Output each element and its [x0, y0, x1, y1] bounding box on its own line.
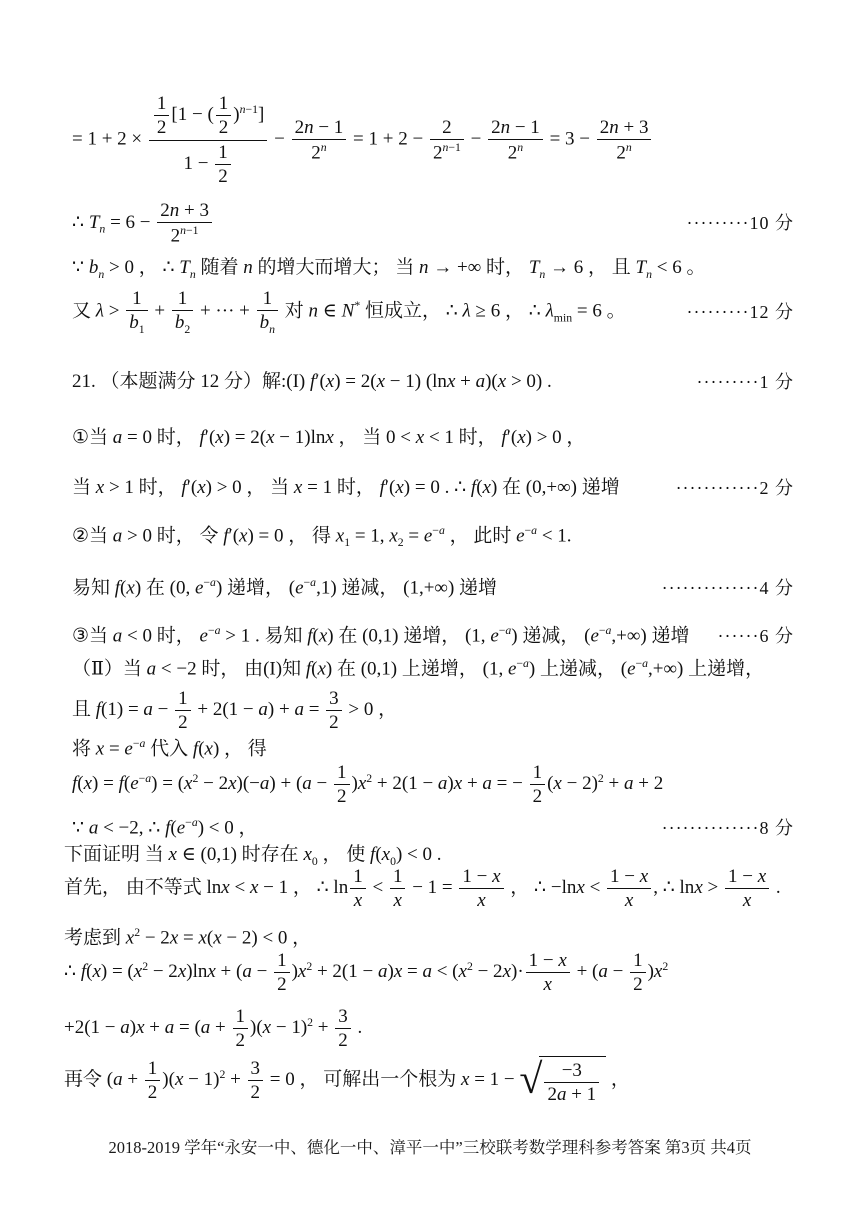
math-line-18 — [64, 926, 794, 950]
expression: 首先， 由不等式 lnx < x − 1 ， ∴ ln $\frac{1}{x}$ < $\frac{1}{x}$ − 1 = $\frac{1 - x}{x}$ ， ∴ −lnx < $\frac{1 - x}{x}$ , ∴ lnx > $\frac{1 - x}{x}$ . — [64, 866, 781, 912]
expression: 再令 (a + $\frac{1}{2}$ )$(x - 1)^2$ + $\frac{3}{2}$ = 0 ， 可解出一个根为 x = 1 − √ $\frac{-3}{2a + 1}$ ， — [64, 1056, 630, 1106]
expression: = 1 + 2 × $\frac{1}{2}$ [1 − ( $\frac{1}{2}$ )$^{n-1}$] 1 − $\frac{1}{2}$ − $\frac{2n - 1}{2^n}$ = 1 + 2 − $\frac{2}{2^{n-1}}$ − $\frac{2n - 1}{2^n}$ = 3 − $\frac{2n + 3}{2^n}$ — [72, 93, 653, 187]
expression: 考虑到 $x^2 - 2x = x(x - 2) < 0$ ， — [64, 926, 312, 949]
score-mark: ······6 分 — [717, 625, 794, 646]
expression: 将 $x = e^{-a}$ 代入 f(x) ， 得 — [72, 737, 267, 760]
score-mark: ·········1 分 — [696, 371, 794, 392]
score-mark: ··············4 分 — [661, 577, 794, 598]
expression: ∴ $T_n = 6$ − $\frac{2n + 3}{2^{n-1}}$ — [72, 200, 214, 247]
page-footer: 2018-2019 学年“永安一中、德化一中、漳平一中”三校联考数学理科参考答案 第3页 共4页 — [108, 1138, 752, 1157]
expression: 且 f(1) = a − $\frac{1}{2}$ + 2(1 − a) + a = $\frac{3}{2}$ > 0 ， — [72, 688, 398, 734]
expression: $f(x) = f(e^{-a}) = (x^2 - 2x)(-a) + (a$ − $\frac{1}{2}$ )$x^2 + 2(1 - a)x + a$ = − $\frac{1}{2}$ $(x - 2)^2 + a + 2$ — [72, 762, 664, 808]
expression: 又 λ > $\frac{1}{b_1}$ + $\frac{1}{b_2}$ + ··· + $\frac{1}{b_n}$ 对 n ∈ N* 恒成立， ∴ λ ≥ 6 ， ∴ $\lambda_{min} = 6$ 。 — [72, 288, 626, 337]
score-mark: ············2 分 — [675, 477, 794, 498]
math-line-21 — [64, 1056, 794, 1106]
score-mark: ··············8 分 — [661, 817, 794, 838]
expression: ∴ $f(x) = (x^2 - 2x)\ln x + (a$ − $\frac{1}{2}$ )$x^2 + 2(1 - a)x = a < (x^2 - 2x)\cdot$ $\frac{1 - x}{x}$ + (a − $\frac{1}{2}$ )$x^2$ — [64, 950, 669, 996]
expression: +2(1 − a)x + a = (a + $\frac{1}{2}$ )$(x - 1)^2$ + $\frac{3}{2}$ . — [64, 1006, 363, 1052]
math-line-2 — [72, 200, 794, 247]
expression: ∵ $b_n > 0$ ， ∴ $T_n$ 随着 n 的增大而增大； 当 n → +∞ 时， $T_n \to 6$ ， 且 $T_n < 6$ 。 — [72, 257, 706, 281]
math-line-10 — [72, 624, 794, 648]
expression: ③当 a < 0 时， $e^{-a} > 1$ . 易知 f(x) 在 (0,1) 递增， (1, $e^{-a}$) 递减， $(e^{-a},+\infty)$ 递增 — [72, 624, 690, 647]
math-line-12 — [72, 688, 794, 734]
math-line-13 — [72, 737, 794, 761]
math-line-14 — [72, 762, 794, 808]
expression: 下面证明 当 x ∈ (0,1) 时存在 $x_0$ ， 使 $f(x_0) < 0$ . — [64, 844, 442, 868]
math-line-11 — [72, 657, 794, 681]
math-line-15 — [72, 816, 794, 840]
expression: ②当 a > 0 时， 令 f′(x) = 0 ， 得 $x_1 = 1$, $x_2 = e^{-a}$ ， 此时 $e^{-a} < 1$. — [72, 524, 572, 550]
math-line-3 — [72, 256, 794, 283]
math-line-7 — [72, 476, 794, 500]
math-line-19 — [64, 950, 794, 996]
score-mark: ·········12 分 — [686, 301, 794, 322]
expression: 易知 f(x) 在 (0, $e^{-a}$) 递增， $(e^{-a},1)$ 递减， (1,+∞) 递增 — [72, 576, 498, 599]
math-line-9 — [72, 576, 794, 600]
expression: 21. （本题满分 12 分）解:(I) f′(x) = 2(x − 1) (lnx + a)(x > 0) . — [72, 371, 552, 392]
expression: 当 x > 1 时， f′(x) > 0 ， 当 x = 1 时， f′(x) = 0 . ∴ f(x) 在 (0,+∞) 递增 — [72, 477, 620, 498]
math-line-6 — [72, 426, 794, 450]
math-line-1 — [72, 93, 794, 187]
math-line-20 — [64, 1006, 794, 1052]
math-line-5 — [72, 370, 794, 394]
expression: （Ⅱ）当 a < −2 时， 由(I)知 f(x) 在 (0,1) 上递增， (1, $e^{-a}$) 上递减， $(e^{-a},+\infty)$ 上递增， — [72, 657, 765, 680]
math-line-4 — [72, 288, 794, 336]
expression: ①当 a = 0 时， f′(x) = 2(x − 1)lnx ， 当 0 < x < 1 时， f′(x) > 0 ， — [72, 427, 586, 448]
score-mark: ·········10 分 — [686, 213, 794, 234]
expression: ∵ a < −2, ∴ $f(e^{-a}) < 0$ ， — [72, 816, 258, 839]
math-line-17 — [64, 866, 794, 912]
math-line-8 — [72, 524, 794, 551]
